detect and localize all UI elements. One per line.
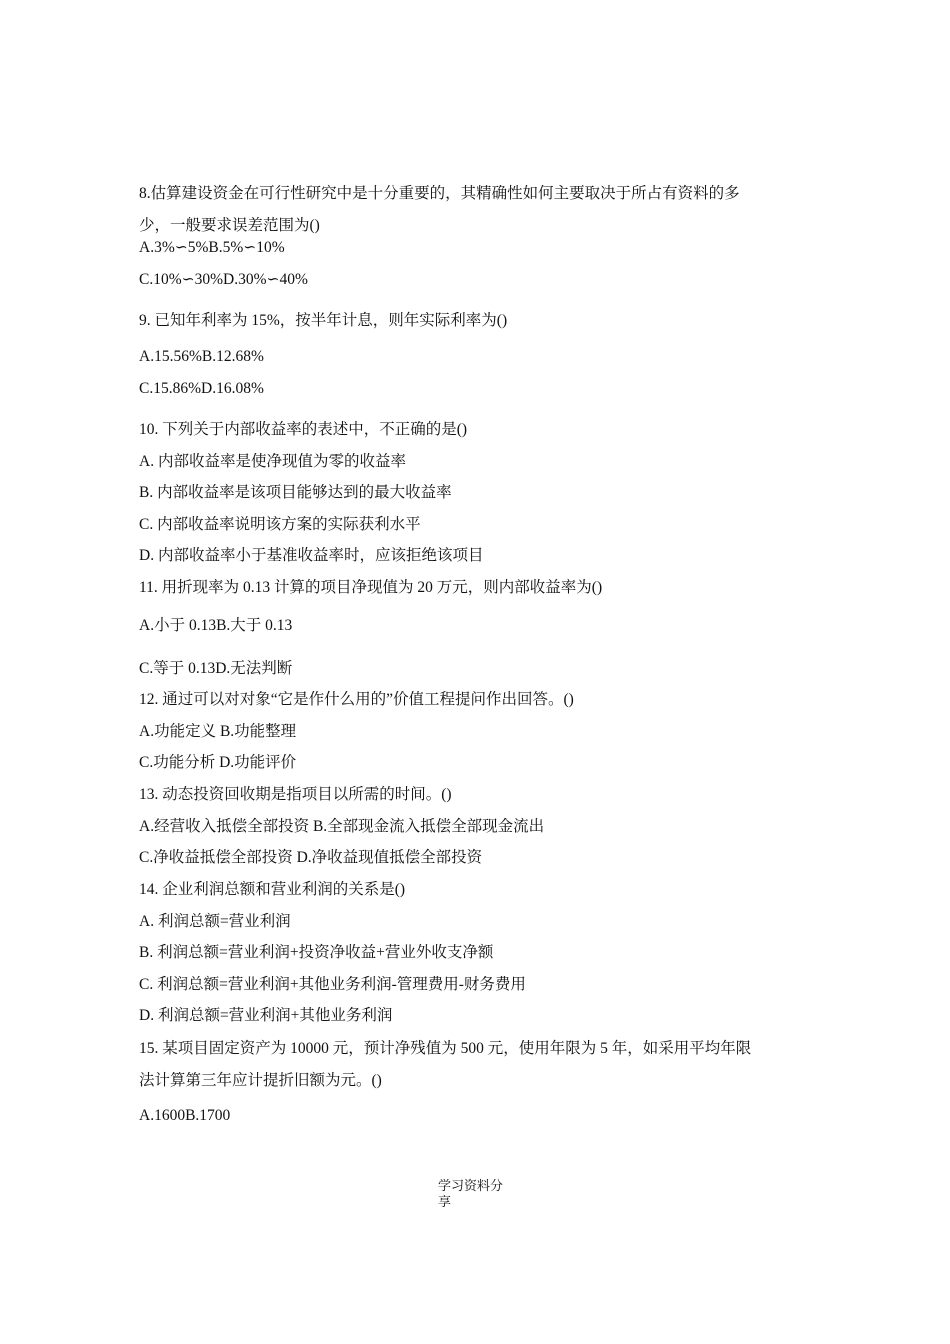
question-15-stem-line-2: 法计算第三年应计提折旧额为元。()	[139, 1072, 382, 1089]
question-10-option-b: B. 内部收益率是该项目能够达到的最大收益率	[139, 484, 452, 501]
question-14-stem: 14. 企业利润总额和营业利润的关系是()	[139, 881, 406, 898]
question-14-option-a: A. 利润总额=营业利润	[139, 913, 291, 930]
question-14-option-d: D. 利润总额=营业利润+其他业务利润	[139, 1007, 393, 1024]
question-12-stem: 12. 通过可以对对象“它是作什么用的”价值工程提问作出回答。()	[139, 691, 574, 708]
question-8-option-cd: C.10%∽30%D.30%∽40%	[139, 271, 308, 288]
question-8-option-ab: A.3%∽5%B.5%∽10%	[139, 239, 285, 256]
question-9-stem: 9. 已知年利率为 15%，按半年计息，则年实际利率为()	[139, 312, 508, 329]
question-9-option-cd: C.15.86%D.16.08%	[139, 380, 264, 397]
footer-line-1: 学习资料分	[438, 1178, 504, 1193]
question-10-option-a: A. 内部收益率是使净现值为零的收益率	[139, 453, 406, 470]
question-11-option-ab: A.小于 0.13B.大于 0.13	[139, 617, 293, 634]
question-14-option-c: C. 利润总额=营业利润+其他业务利润-管理费用-财务费用	[139, 976, 526, 993]
question-11-option-cd: C.等于 0.13D.无法判断	[139, 660, 293, 677]
question-11-stem: 11. 用折现率为 0.13 计算的项目净现值为 20 万元，则内部收益率为()	[139, 579, 603, 596]
question-10-stem: 10. 下列关于内部收益率的表述中，不正确的是()	[139, 421, 468, 438]
question-12-option-ab: A.功能定义 B.功能整理	[139, 723, 297, 740]
question-14-option-b: B. 利润总额=营业利润+投资净收益+营业外收支净额	[139, 944, 494, 961]
question-10-option-c: C. 内部收益率说明该方案的实际获利水平	[139, 516, 421, 533]
question-13-option-ab: A.经营收入抵偿全部投资 B.全部现金流入抵偿全部现金流出	[139, 818, 545, 835]
question-13-stem: 13. 动态投资回收期是指项目以所需的时间。()	[139, 786, 452, 803]
question-9-option-ab: A.15.56%B.12.68%	[139, 348, 264, 365]
question-8-stem-line-1: 8.估算建设资金在可行性研究中是十分重要的，其精确性如何主要取决于所占有资料的多	[139, 185, 740, 202]
question-8-stem-line-2: 少，一般要求误差范围为()	[139, 217, 320, 234]
question-10-option-d: D. 内部收益率小于基准收益率时，应该拒绝该项目	[139, 547, 484, 564]
question-13-option-cd: C.净收益抵偿全部投资 D.净收益现值抵偿全部投资	[139, 849, 483, 866]
question-15-option-ab: A.1600B.1700	[139, 1107, 231, 1124]
question-15-stem-line-1: 15. 某项目固定资产为 10000 元，预计净残值为 500 元，使用年限为 5 年，如采用平均年限	[139, 1040, 752, 1057]
question-12-option-cd: C.功能分析 D.功能评价	[139, 754, 297, 771]
footer-line-2: 享	[438, 1194, 452, 1209]
